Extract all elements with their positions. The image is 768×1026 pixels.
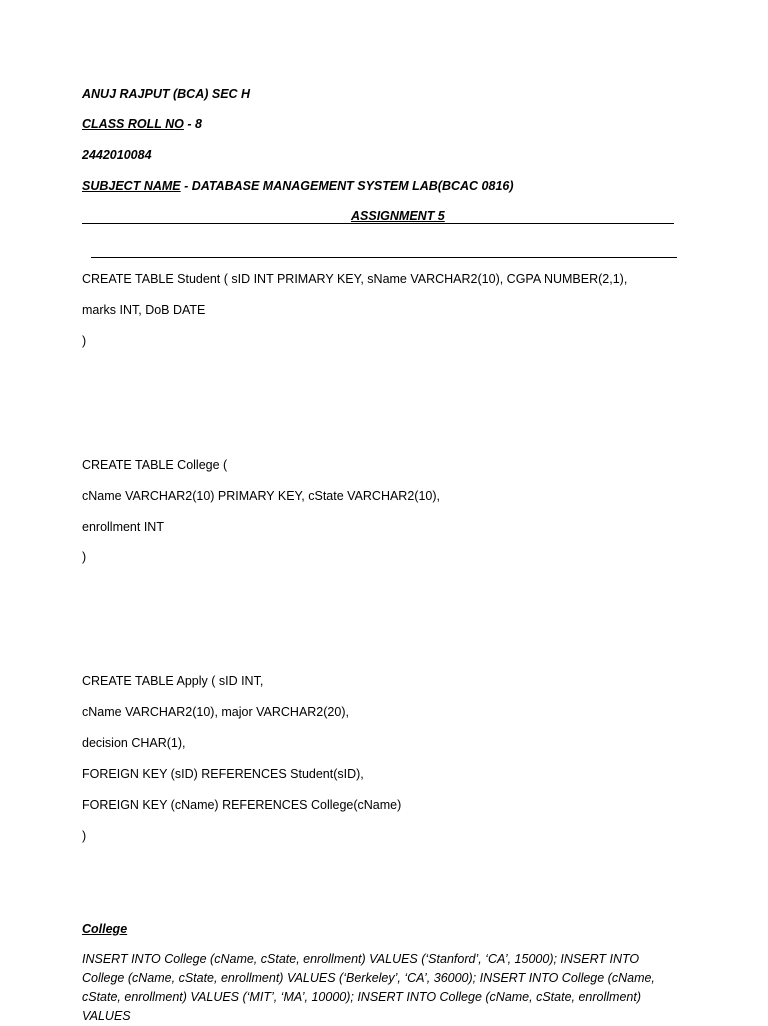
- name-line: ANUJ RAJPUT (BCA) SEC H: [82, 87, 251, 101]
- code-line: marks INT, DoB DATE: [82, 303, 206, 317]
- assignment-title: ASSIGNMENT 5: [351, 209, 445, 223]
- assignment-title-row: [82, 208, 674, 224]
- section-divider: [91, 257, 677, 258]
- code-line: ): [82, 334, 87, 348]
- college-heading: College: [82, 922, 128, 936]
- code-line: cName VARCHAR2(10) PRIMARY KEY, cState VARCHAR2(10),: [82, 489, 440, 503]
- code-line: CREATE TABLE Student ( sID INT PRIMARY KEY, sName VARCHAR2(10), CGPA NUMBER(2,1),: [82, 272, 628, 286]
- code-line: ): [82, 550, 87, 564]
- code-line: FOREIGN KEY (sID) REFERENCES Student(sID),: [82, 767, 364, 781]
- roll-value: - 8: [183, 117, 202, 131]
- student-id: 2442010084: [82, 148, 152, 162]
- code-line: decision CHAR(1),: [82, 736, 186, 750]
- subject-value: - DATABASE MANAGEMENT SYSTEM LAB(BCAC 0816): [180, 179, 514, 193]
- subject-line: [82, 178, 514, 194]
- code-line: cName VARCHAR2(10), major VARCHAR2(20),: [82, 705, 349, 719]
- code-line: CREATE TABLE College (: [82, 458, 228, 472]
- code-line: CREATE TABLE Apply ( sID INT,: [82, 674, 264, 688]
- code-line: FOREIGN KEY (cName) REFERENCES College(cName): [82, 798, 402, 812]
- roll-number-line: [82, 116, 202, 132]
- code-line: enrollment INT: [82, 520, 164, 534]
- college-inserts-paragraph: INSERT INTO College (cName, cState, enrollment) VALUES (‘Stanford’, ‘CA’, 15000); INSERT INTO College (cName, cState, enrollment) VALUES (‘Berkeley’, ‘CA’, 36000); INSERT INTO College (cName, cState, enrollment) VALUES (‘MIT’, ‘MA’, 10000); INSERT INTO College (cName, cState, enrollment) VALUES: [82, 952, 655, 1023]
- subject-label: SUBJECT NAME: [82, 179, 181, 193]
- roll-label: CLASS ROLL NO: [82, 117, 184, 131]
- code-line: ): [82, 829, 87, 843]
